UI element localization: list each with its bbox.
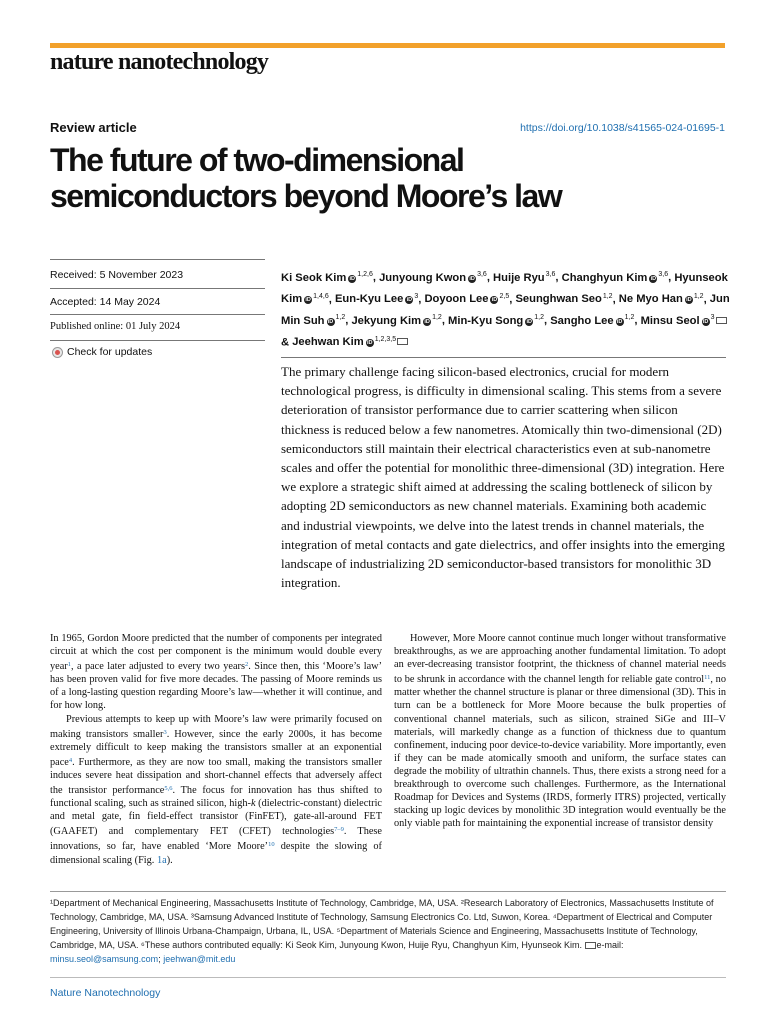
footnote-divider [50, 891, 726, 892]
orcid-icon[interactable]: iD [349, 275, 356, 282]
author[interactable]: Sangho Lee iD$^{1,2}$ [550, 314, 635, 327]
title-line-1: The future of two-dimensional [50, 142, 464, 178]
author[interactable]: Ne Myo Han iD$^{1,2}$ [618, 292, 704, 306]
author[interactable]: Doyoon Lee iD$^{2,5}$ [424, 292, 510, 306]
citation-link[interactable]: 7–9 [334, 826, 344, 834]
author[interactable]: Junyoung Kwon iD$^{3,6}$ [379, 271, 487, 284]
orcid-icon[interactable]: iD [424, 318, 430, 325]
meta-divider [50, 340, 265, 341]
author[interactable]: Jekyung Kim iD$^{1,2}$ [351, 314, 442, 327]
email-link[interactable]: jeehwan@mit.edu [163, 954, 236, 964]
check-updates-label: Check for updates [67, 346, 153, 358]
orcid-icon[interactable]: iD [406, 297, 413, 304]
body-column-left [50, 632, 382, 867]
citation-link[interactable]: 11 [704, 674, 711, 682]
journal-logo: nature nanotechnology [50, 49, 269, 75]
citation-link[interactable]: 2 [244, 661, 249, 669]
orcid-icon[interactable]: iD [616, 318, 623, 325]
orcid-icon[interactable]: iD [366, 340, 373, 347]
paragraph: However, More Moore cannot continue much longer without transformative breakthroughs, as we are approaching another fundamental limitation. To adopt an ever-decreasing transistor footprint, the thickness of channel material needs to be shrunk in accordance with the channel length for reliable gate control$^{11}$, no matter whether the channel structure is planar or three dimensional (3D). This in turn can be a bottleneck for More Moore because the bulk properties of conventional channel materials, such as silicon, strained SiGe and III–V materials, will markedly change as a function of thickness due to quantum confinement, inducing poor device-to-device variability. More importantly, even if they can be made atomically smooth and uniform, the surface states can degrade the mobility of ultrathin channels. Thus, there exists a strong need for a breakthrough to overcome such challenges. Furthermore, as the International Roadmap for Devices and Systems (IRDS, formerly ITRS) projected, vertically stacking up logic devices by monolithic 3D integration would eventually be the only viable path for maintaining the exponential increase of transistor density [394, 633, 726, 830]
orcid-icon[interactable]: iD [526, 318, 532, 325]
author[interactable]: Hyunseok Kim iD$^{1,4,6}$ [281, 271, 728, 306]
author[interactable]: Seunghwan Seo$^{1,2}$ [515, 292, 613, 306]
abstract-divider [281, 357, 726, 358]
citation-link[interactable]: 1 [67, 661, 71, 669]
doi-link[interactable]: https://doi.org/10.1038/s41565-024-01695-1 [520, 122, 725, 134]
orcid-icon[interactable]: iD [702, 318, 709, 325]
author[interactable]: Huije Ryu$^{3,6}$ [493, 271, 556, 284]
received-date: Received: 5 November 2023 [50, 269, 184, 281]
footer-divider [50, 977, 726, 978]
figure-link[interactable]: 1a [156, 854, 167, 866]
author[interactable]: Changhyun Kim iD$^{3,6}$ [561, 271, 669, 284]
orcid-icon[interactable]: iD [305, 297, 311, 304]
article-title [50, 142, 750, 214]
published-date: Published online: 01 July 2024 [50, 321, 181, 332]
article-type: Review article [50, 120, 137, 135]
paragraph: In 1965, Gordon Moore predicted that the number of components per integrated circuit at which the cost per component is the minimum would double every year$^1$, a pace later adjusted to every two years$^2$. Since then, this ‘Moore’s law’ has been proven valid for five more decades. The passing of Moore reminds us of a long-lasting question regarding Moore’s law—whether it will continue, and for how long. [50, 633, 383, 712]
meta-divider [50, 259, 265, 260]
citation-link[interactable]: 4 [68, 756, 73, 764]
author[interactable]: Eun-Kyu Lee $iD^3$ [334, 292, 419, 306]
affiliations-footnote: ¹Department of Mechanical Engineering, Massachusetts Institute of Technology, Cambridge, MA, USA. ²Research Laboratory of Electronics, Massachusetts Institute of Technology, Cambridge, MA, USA. ³Samsung Advanced Institute of Technology, Samsung Electronics Co. Ltd, Suwon, Korea. ⁴Department of Electrical and Computer Engineering, University of Illinois Urbana-Champaign, Urbana, IL, USA. ⁵Department of Materials Science and Engineering, Massachusetts Institute of Technology, Cambridge, MA, USA. ⁶These authors contributed equally: Ki Seok Kim, Junyoung Kwon, Huije Ryu, Changhyun Kim, Hyunseok Kim. e-mail: minsu.seol@samsung.com; jeehwan@mit.edu [50, 898, 714, 964]
mail-icon[interactable] [716, 317, 727, 324]
citation-link[interactable]: 3 [163, 728, 167, 736]
orcid-icon[interactable]: iD [491, 297, 498, 304]
author[interactable]: Minsu Seol $iD^3$ [641, 315, 727, 327]
orcid-icon[interactable]: iD [469, 275, 475, 282]
citation-link[interactable]: 5,6 [164, 785, 173, 793]
author[interactable]: Ki Seok Kim iD$^{1,2,6}$ [281, 271, 373, 284]
check-updates-icon [52, 347, 63, 358]
orcid-icon[interactable]: iD [327, 318, 334, 325]
header-accent-bar [50, 43, 725, 48]
email-link[interactable]: minsu.seol@samsung.com [50, 954, 159, 964]
mail-icon[interactable] [397, 338, 408, 345]
mail-icon [585, 942, 596, 949]
body-column-right [394, 632, 726, 830]
author[interactable]: Min-Kyu Song iD$^{1,2}$ [448, 314, 544, 327]
title-line-2: semiconductors beyond Moore’s law [50, 178, 562, 214]
meta-divider [50, 314, 265, 315]
footer-journal-name[interactable]: Nature Nanotechnology [50, 987, 161, 999]
author[interactable]: Jun Min Suh iD$^{1,2}$ [281, 293, 730, 327]
paragraph: Previous attempts to keep up with Moore’s law were primarily focused on making transistors smaller$^3$. However, since the early 2000s, it has become extremely difficult to keep making the transistors smaller at an exponential pace$^4$. Furthermore, as they are now too small, making the transistors smaller induces severe heat dissipation and short-channel effects that adversely affect the transistor performance$^{5,6}$. The focus for innovation has thus shifted to functional scaling, such as strained silicon, high-k (dielectric-constant) dielectric and metal gate, fin field-effect transistor (FinFET), gate-all-around FET (GAAFET) and complementary FET (CFET) technologies$^{7-9}$. These innovations, so far, have enabled ‘More Moore’$^{10}$ despite the slowing of dimensional scaling (Fig. 1a). [50, 713, 382, 866]
author[interactable]: Jeehwan Kim iD$^{1,2,3,5}$ [292, 336, 408, 348]
abstract: The primary challenge facing silicon-based electronics, crucial for modern technological progress, is difficulty in dimensional scaling. This stems from a severe deterioration of transistor performance due to carrier scattering when silicon thickness is reduced below a few nanometres. Atomically thin two-dimensional (2D) semiconductors still maintain their electrical characteristics even at sub-nanometre scales and offer the potential for monolithic three-dimensional (3D) integration. Here we explore a strategic shift aimed at addressing the scaling bottleneck of silicon by adopting 2D semiconductors as new channel materials. Examining both academic and industrial viewpoints, we delve into the latest trends in channel materials, the integration of metal contacts and gate dielectrics, and offer insights into the emerging landscape of industrializing 2D semiconductor-based transistors for monolithic 3D integration. [281, 364, 725, 591]
orcid-icon[interactable]: iD [686, 297, 692, 304]
author-list: Ki Seok Kim iD$^{1,2,6}$, Junyoung Kwon iD$^{3,6}$, Huije Ryu$^{3,6}$, Changhyun Kim iD$^{3,6}$, Hyunseok Kim iD$^{1,4,6}$, Eun-Kyu Lee $iD^3$, Doyoon Lee iD$^{2,5}$, Seunghwan Seo$^{1,2}$, Ne Myo Han iD$^{1,2}$, Jun Min Suh iD$^{1,2}$, Jekyung Kim iD$^{1,2}$, Min-Kyu Song iD$^{1,2}$, Sangho Lee iD$^{1,2}$, Minsu Seol $iD^3$ & Jeehwan Kim iD$^{1,2,3,5}$ [281, 271, 730, 349]
orcid-icon[interactable]: iD [650, 275, 657, 282]
check-for-updates-button[interactable] [52, 346, 152, 358]
citation-link[interactable]: 10 [268, 841, 275, 849]
meta-divider [50, 288, 265, 289]
accepted-date: Accepted: 14 May 2024 [50, 296, 161, 308]
